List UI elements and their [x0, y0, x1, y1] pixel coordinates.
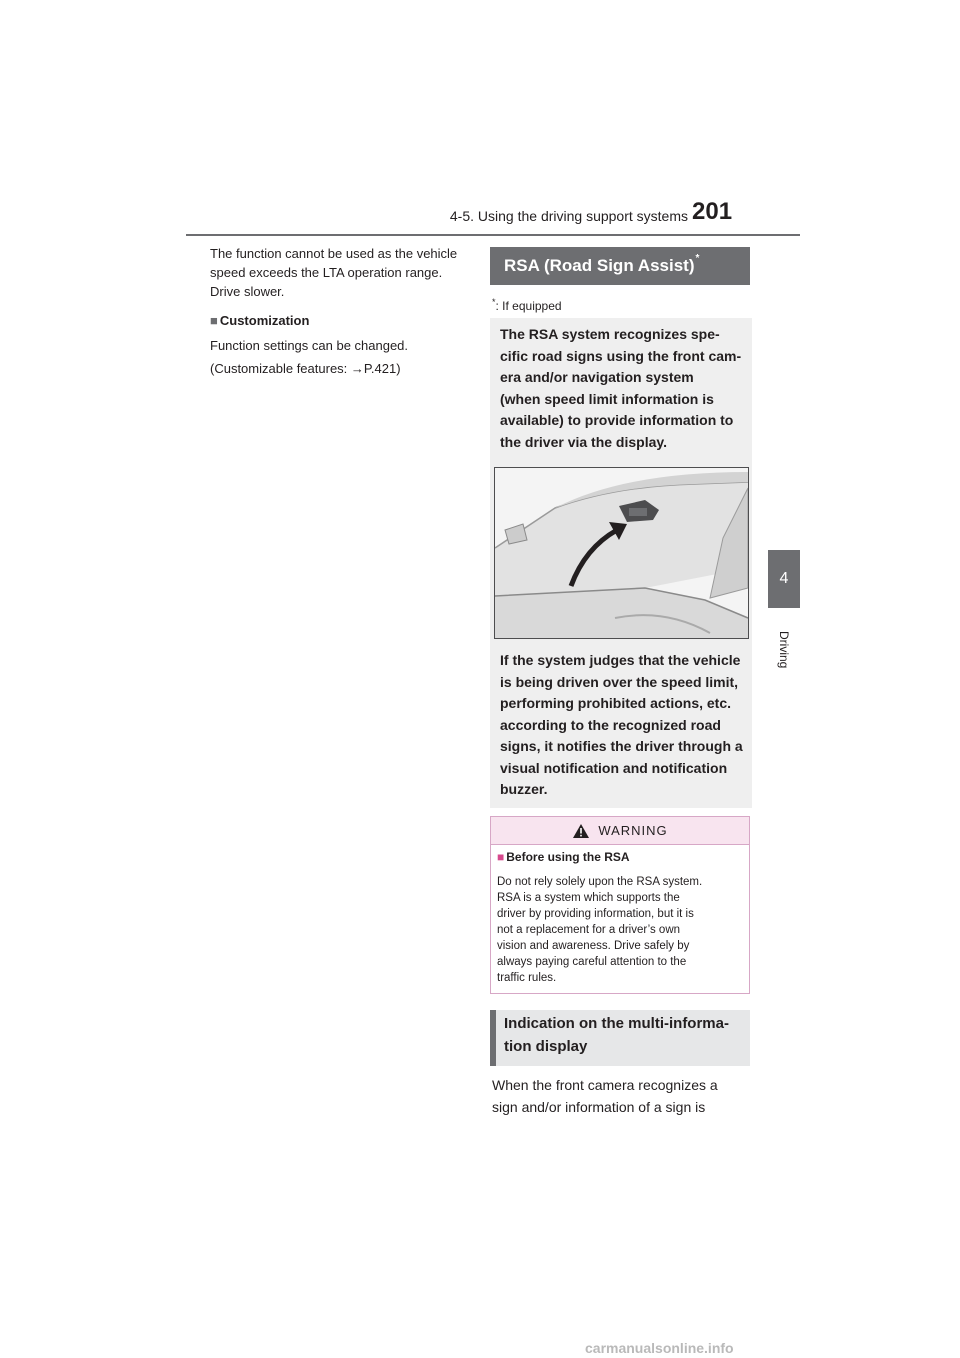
watermark: carmanualsonline.info	[585, 1340, 734, 1356]
body-line: Drive slower.	[210, 284, 285, 299]
indication-title	[504, 1012, 744, 1058]
notify-line: visual notification and notification	[500, 759, 728, 776]
intro-line: the driver via the display.	[500, 433, 668, 450]
section-accent-bar	[490, 1010, 496, 1066]
warning-header	[491, 817, 749, 845]
customization-ref: (Customizable features: →P.421)	[210, 361, 401, 376]
warning-subheading: ■ Before using the RSA	[497, 850, 630, 864]
intro-line: cific road signs using the front cam-	[500, 347, 742, 364]
notify-line: is being driven over the speed limit,	[500, 673, 739, 690]
rsa-section-header	[490, 247, 750, 285]
notify-line: performing prohibited actions, etc.	[500, 695, 732, 711]
body-line: When the front camera recognizes a	[492, 1077, 718, 1093]
title-line: tion display	[504, 1038, 588, 1055]
car-interior-icon	[495, 468, 748, 638]
square-bullet-icon: ■	[497, 850, 505, 864]
warning-line: vision and awareness. Drive safely by	[497, 940, 690, 952]
body-line: sign and/or information of a sign is	[492, 1099, 706, 1115]
warning-triangle-icon	[572, 823, 590, 839]
body-line: speed exceeds the LTA operation range.	[210, 265, 443, 280]
header-rule	[186, 234, 800, 236]
chapter-tab: 4	[768, 550, 800, 608]
warning-line: always paying careful attention to the	[497, 956, 687, 968]
customization-heading: ■ Customization	[210, 313, 310, 328]
footnote: *: If equipped	[492, 297, 562, 313]
chapter-label: Driving	[777, 631, 791, 669]
rsa-title-mark: *	[695, 253, 700, 264]
intro-line: The RSA system recognizes spe-	[500, 326, 720, 342]
rsa-title: RSA (Road Sign Assist)	[504, 256, 695, 275]
rsa-notify	[500, 650, 744, 801]
warning-line: driver by providing information, but it is	[497, 908, 694, 920]
intro-line: (when speed limit information is	[500, 390, 714, 407]
footnote-mark: *	[492, 297, 496, 307]
warning-line: traffic rules.	[497, 972, 557, 984]
intro-line: available) to provide information to	[500, 412, 734, 428]
section-title: 4-5. Using the driving support systems	[449, 208, 688, 224]
square-bullet-icon: ■	[210, 313, 218, 328]
notify-line: buzzer.	[500, 781, 548, 797]
body-line: The function cannot be used as the vehicle	[210, 246, 458, 261]
title-line: Indication on the multi-informa-	[504, 1015, 729, 1032]
warning-line: RSA is a system which supports the	[497, 892, 680, 904]
page-number: 201	[692, 198, 733, 225]
notify-line: If the system judges that the vehicle	[500, 652, 741, 668]
warning-line: Do not rely solely upon the RSA system.	[497, 876, 703, 888]
warning-line: not a replacement for a driver’s own	[497, 924, 681, 936]
notify-line: signs, it notifies the driver through a	[500, 738, 743, 754]
left-column	[210, 244, 470, 378]
indication-body	[492, 1074, 754, 1118]
warning-body	[497, 874, 745, 986]
warning-label: WARNING	[598, 823, 668, 838]
notify-line: according to the recognized road	[500, 716, 721, 733]
rsa-intro	[500, 324, 744, 453]
windshield-camera-illustration	[494, 467, 749, 639]
customization-text: Function settings can be changed.	[210, 338, 409, 353]
intro-line: era and/or navigation system	[500, 369, 694, 385]
